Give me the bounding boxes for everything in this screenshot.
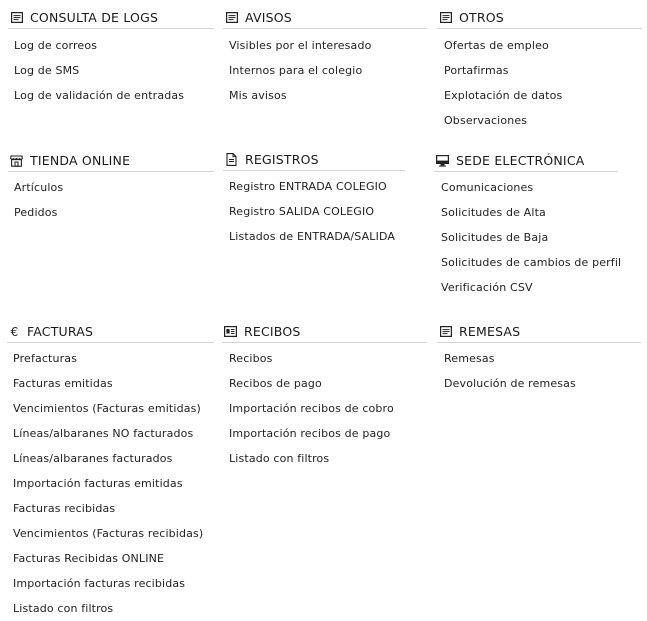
menu-item-solicitudes-de-baja[interactable]: Solicitudes de Baja [441,231,549,244]
section-title: AVISOS [245,10,292,25]
menu-item-facturas-recibidas[interactable]: Facturas recibidas [13,502,116,515]
storefront-icon [10,154,23,167]
section-title: REMESAS [459,324,521,339]
menu-item-ofertas-de-empleo[interactable]: Ofertas de empleo [444,39,549,52]
section-sede-electronica [434,150,618,172]
section-header [223,149,405,171]
receipt-icon [224,325,237,338]
menu-item-solicitudes-de-cambios-de-perfil[interactable]: Solicitudes de cambios de perfil [441,256,622,269]
menu-item-internos-para-el-colegio[interactable]: Internos para el colegio [229,64,363,77]
section-header [437,7,642,29]
list-alt-icon [439,11,452,24]
menu-item-lineas-albaranes-no-facturados[interactable]: Líneas/albaranes NO facturados [13,427,194,440]
menu-item-listados-de-entrada-salida[interactable]: Listados de ENTRADA/SALIDA [229,230,396,243]
menu-item-recibos[interactable]: Recibos [229,352,273,365]
document-icon [225,153,238,166]
list-alt-icon [225,11,238,24]
menu-item-registro-salida-colegio[interactable]: Registro SALIDA COLEGIO [229,205,375,218]
section-consulta-de-logs [8,7,214,29]
menu-item-facturas-recibidas-online[interactable]: Facturas Recibidas ONLINE [13,552,165,565]
section-remesas [437,321,641,343]
menu-item-prefacturas[interactable]: Prefacturas [13,352,78,365]
section-title: FACTURAS [27,324,94,339]
menu-item-remesas[interactable]: Remesas [444,352,495,365]
menu-item-listado-con-filtros-recibos[interactable]: Listado con filtros [229,452,330,465]
section-header [434,150,618,172]
section-header [437,321,641,343]
section-registros [223,149,405,171]
section-tienda-online [8,150,214,172]
menu-item-registro-entrada-colegio[interactable]: Registro ENTRADA COLEGIO [229,180,387,193]
section-title: TIENDA ONLINE [30,153,131,168]
menu-item-vencimientos-facturas-recibidas[interactable]: Vencimientos (Facturas recibidas) [13,527,204,540]
menu-item-lineas-albaranes-facturados[interactable]: Líneas/albaranes facturados [13,452,173,465]
menu-item-pedidos[interactable]: Pedidos [14,206,58,219]
menu-item-log-de-validacion-de-entradas[interactable]: Log de validación de entradas [14,89,185,102]
menu-item-articulos[interactable]: Artículos [14,181,64,194]
section-title: OTROS [459,10,504,25]
menu-item-importacion-facturas-recibidas[interactable]: Importación facturas recibidas [13,577,186,590]
menu-item-listado-con-filtros-facturas[interactable]: Listado con filtros [13,602,114,615]
section-title: SEDE ELECTRÓNICA [456,153,585,168]
section-header [223,7,427,29]
section-recibos [222,321,427,343]
menu-item-vencimientos-facturas-emitidas[interactable]: Vencimientos (Facturas emitidas) [13,402,201,415]
menu-item-solicitudes-de-alta[interactable]: Solicitudes de Alta [441,206,546,219]
menu-item-importacion-facturas-emitidas[interactable]: Importación facturas emitidas [13,477,183,490]
section-header [8,7,214,29]
menu-item-log-de-correos[interactable]: Log de correos [14,39,98,52]
list-alt-icon [439,325,452,338]
section-avisos [223,7,427,29]
section-header [8,150,214,172]
menu-item-mis-avisos[interactable]: Mis avisos [229,89,287,102]
menu-item-devolucion-de-remesas[interactable]: Devolución de remesas [444,377,576,390]
section-title: RECIBOS [244,324,301,339]
section-otros [437,7,642,29]
section-title: CONSULTA DE LOGS [30,10,159,25]
menu-item-comunicaciones[interactable]: Comunicaciones [441,181,534,194]
euro-icon: € [10,324,19,339]
menu-item-observaciones[interactable]: Observaciones [444,114,528,127]
menu-item-explotacion-de-datos[interactable]: Explotación de datos [444,89,563,102]
menu-item-recibos-de-pago[interactable]: Recibos de pago [229,377,322,390]
section-title: REGISTROS [245,152,319,167]
menu-item-portafirmas[interactable]: Portafirmas [444,64,509,77]
menu-item-verificacion-csv[interactable]: Verificación CSV [441,281,533,294]
menu-item-visibles-por-el-interesado[interactable]: Visibles por el interesado [229,39,372,52]
list-alt-icon [10,11,23,24]
monitor-icon [436,154,449,167]
menu-item-facturas-emitidas[interactable]: Facturas emitidas [13,377,113,390]
menu-item-log-de-sms[interactable]: Log de SMS [14,64,80,77]
section-header [7,321,214,343]
menu-item-importacion-recibos-de-cobro[interactable]: Importación recibos de cobro [229,402,394,415]
section-header [222,321,427,343]
menu-item-importacion-recibos-de-pago[interactable]: Importación recibos de pago [229,427,391,440]
section-facturas [7,321,214,343]
